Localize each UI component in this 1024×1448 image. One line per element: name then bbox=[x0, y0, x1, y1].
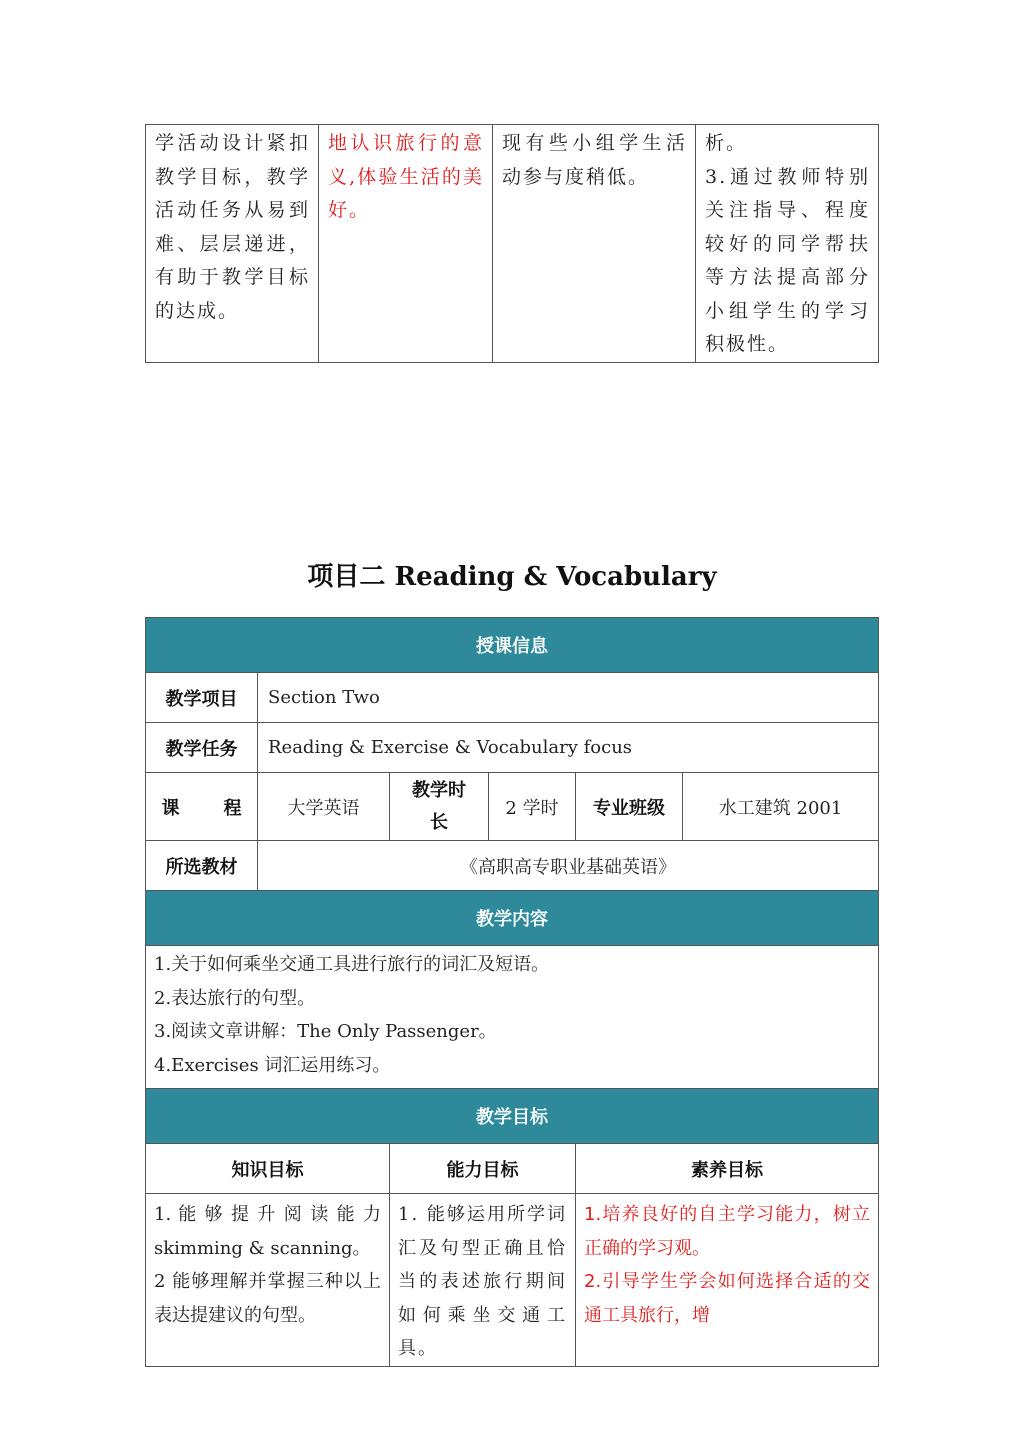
course-label-b: 程 bbox=[223, 797, 242, 819]
hours-value: 2 学时 bbox=[489, 773, 576, 841]
ability-goal-heading: 能力目标 bbox=[390, 1144, 576, 1194]
material-label: 所选教材 bbox=[146, 841, 258, 891]
project-label: 教学项目 bbox=[146, 673, 258, 723]
hours-label: 教学时长 bbox=[390, 773, 489, 841]
task-value: Reading & Exercise & Vocabulary focus bbox=[258, 723, 879, 773]
task-label: 教学任务 bbox=[146, 723, 258, 773]
section-title: 项目二 Reading & Vocabulary bbox=[307, 562, 717, 592]
project-value: Section Two bbox=[258, 673, 879, 723]
value-goal-cell: 地认识旅行的意义,体验生活的美好。 bbox=[319, 125, 493, 363]
quality-goal-cell bbox=[576, 1194, 879, 1367]
course-info-table bbox=[145, 617, 879, 1367]
goals-header: 教学目标 bbox=[146, 1089, 879, 1144]
content-list bbox=[146, 946, 879, 1089]
course-label bbox=[146, 773, 258, 841]
continuation-table bbox=[145, 124, 879, 363]
class-label: 专业班级 bbox=[576, 773, 683, 841]
quality-goal-heading: 素养目标 bbox=[576, 1144, 879, 1194]
knowledge-goal-item: 1. 能 够 提 升 阅 读 能 力 skimming & scanning。 bbox=[154, 1204, 381, 1259]
course-label-a: 课 bbox=[161, 797, 180, 819]
quality-goal-item: 2.引导学生学会如何选择合适的交通工具旅行，增 bbox=[584, 1271, 871, 1326]
knowledge-goal-heading: 知识目标 bbox=[146, 1144, 390, 1194]
course-value: 大学英语 bbox=[258, 773, 390, 841]
content-item: 2.表达旅行的句型。 bbox=[154, 987, 316, 1009]
content-header: 教学内容 bbox=[146, 891, 879, 946]
content-item: 3.阅读文章讲解：The Only Passenger。 bbox=[154, 1021, 497, 1042]
quality-goal-item: 1.培养良好的自主学习能力，树立正确的学习观。 bbox=[584, 1204, 871, 1259]
content-item: 4.Exercises 词汇运用练习。 bbox=[154, 1054, 391, 1076]
class-value: 水工建筑 2001 bbox=[683, 773, 879, 841]
info-header: 授课信息 bbox=[146, 618, 879, 673]
design-note-cell: 学活动设计紧扣教学目标，教学活动任务从易到难、层层递进，有助于教学目标的达成。 bbox=[146, 125, 319, 363]
knowledge-goal-item: 2 能够理解并掌握三种以上表达提建议的句型。 bbox=[154, 1271, 381, 1326]
ability-goal-cell bbox=[390, 1194, 576, 1367]
ability-goal-item: 1. 能够运用所学词汇及句型正确且恰当的表述旅行期间如何乘坐交通工具。 bbox=[398, 1204, 567, 1359]
issue-cell: 现有些小组学生活动参与度稍低。 bbox=[493, 125, 696, 363]
knowledge-goal-cell bbox=[146, 1194, 390, 1367]
improvement-cell: 析。 3.通过教师特别关注指导、程度较好的同学帮扶等方法提高部分小组学生的学习积极性。 bbox=[696, 125, 879, 363]
content-item: 1.关于如何乘坐交通工具进行旅行的词汇及短语。 bbox=[154, 954, 550, 975]
material-value: 《高职高专职业基础英语》 bbox=[258, 841, 879, 891]
